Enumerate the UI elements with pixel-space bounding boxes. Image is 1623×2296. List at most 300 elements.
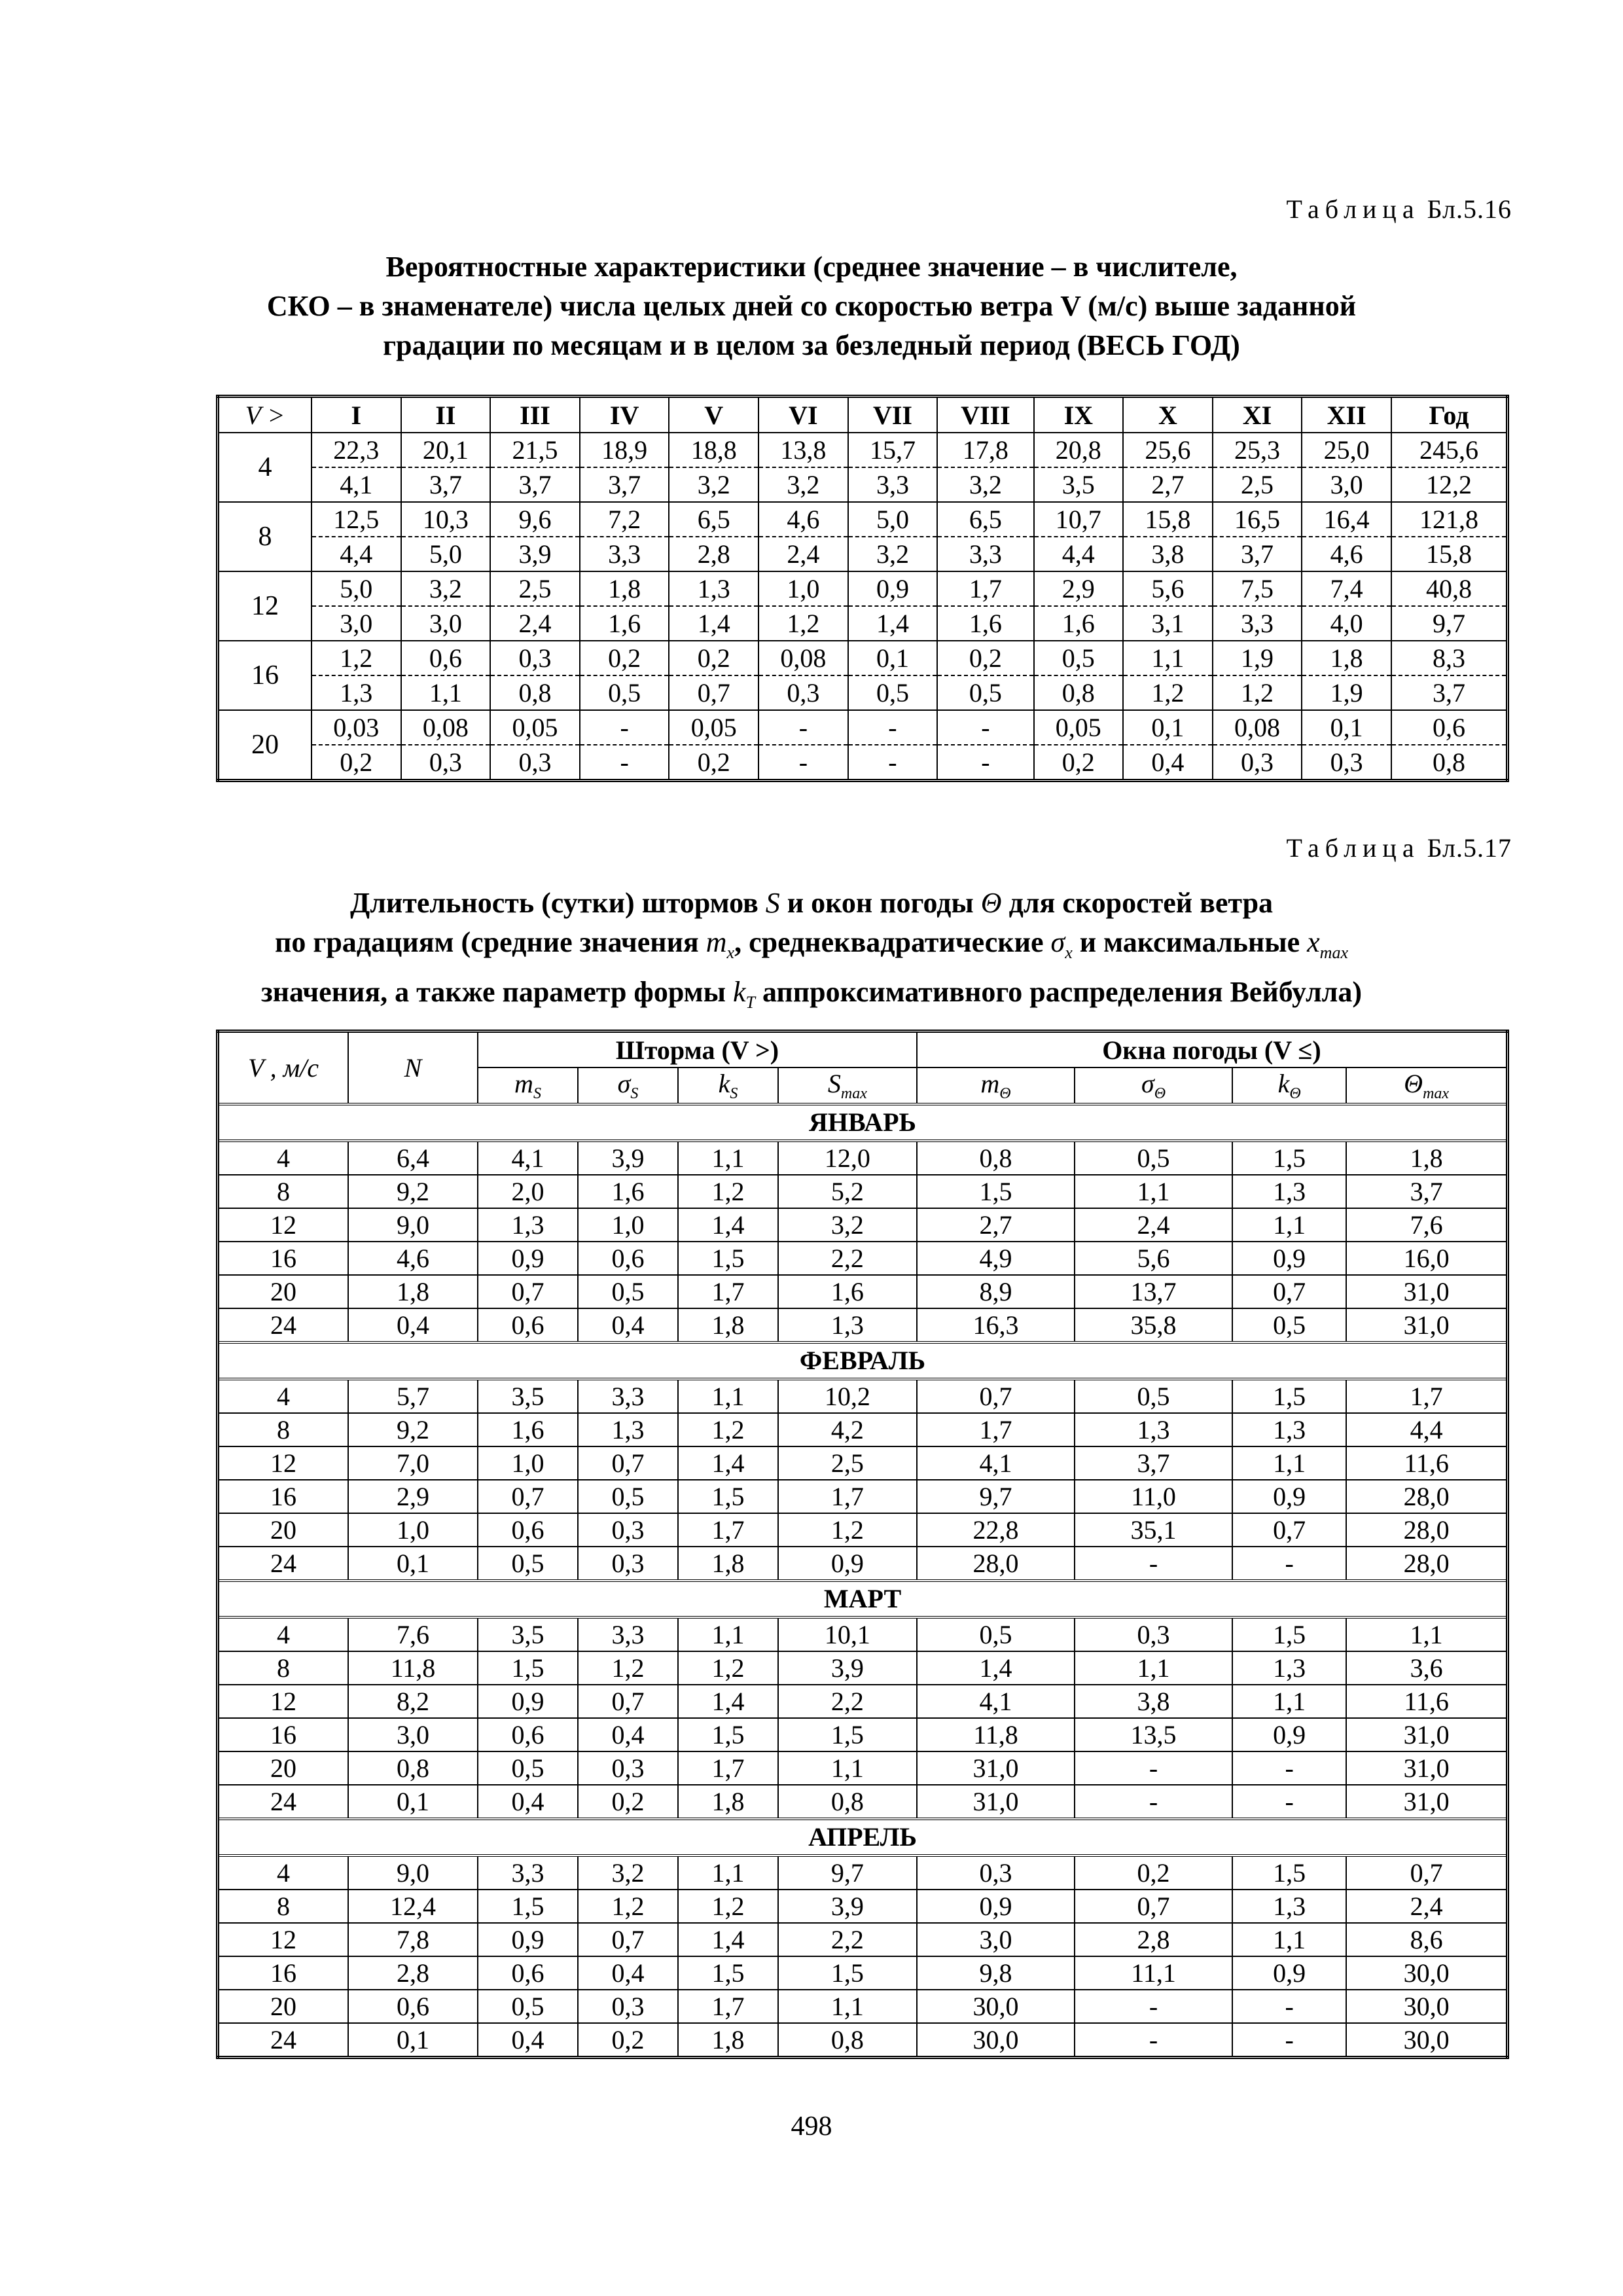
value-cell: 3,9 [778, 1651, 917, 1685]
mean-value-cell: 13,8 [758, 433, 848, 467]
value-cell: 1,8 [678, 2023, 778, 2058]
table1-numerator-row [218, 502, 1508, 537]
value-cell: 11,6 [1346, 1685, 1507, 1718]
value-cell: 0,8 [778, 1785, 917, 1819]
sd-value-cell: 5,0 [401, 537, 491, 571]
value-cell: 1,0 [348, 1513, 478, 1547]
value-cell: 1,5 [678, 1718, 778, 1751]
header-cell: V [669, 397, 758, 433]
month-name-cell: МАРТ [218, 1581, 1508, 1617]
value-cell: 0,5 [1075, 1141, 1232, 1175]
value-cell: 0,4 [578, 1308, 678, 1342]
value-cell: 0,7 [1232, 1275, 1346, 1308]
table-row [218, 1413, 1508, 1446]
mean-value-cell: 0,6 [1391, 710, 1508, 745]
table1-caption-line: СКО – в знаменателе) числа целых дней со скоростью ветра V (м/с) выше заданной [266, 290, 1357, 322]
sd-value-cell: 0,2 [312, 745, 401, 781]
mean-value-cell: 7,2 [580, 502, 669, 537]
mean-value-cell: 40,8 [1391, 571, 1508, 606]
value-cell: 2,8 [1075, 1923, 1232, 1956]
mean-value-cell: 6,5 [669, 502, 758, 537]
caption-text: по градациям (средние значения [274, 926, 699, 958]
value-cell: 13,5 [1075, 1718, 1232, 1751]
caption-subscript: T [745, 992, 755, 1012]
sd-value-cell: 4,4 [1034, 537, 1124, 571]
value-cell: 11,8 [917, 1718, 1075, 1751]
speed-cell: 8 [218, 1413, 349, 1446]
header-cell: VIII [937, 397, 1033, 433]
value-cell: 7,6 [348, 1617, 478, 1651]
value-cell: 11,1 [1075, 1956, 1232, 1990]
value-cell: 1,3 [1232, 1651, 1346, 1685]
value-cell: 28,0 [1346, 1513, 1507, 1547]
value-cell: 1,1 [1232, 1685, 1346, 1718]
value-cell: 1,8 [678, 1547, 778, 1581]
speed-cell: 20 [218, 1275, 349, 1308]
value-cell: 1,2 [578, 1651, 678, 1685]
mean-value-cell: 9,6 [490, 502, 580, 537]
table1-numerator-row [218, 571, 1508, 606]
speed-cell: 24 [218, 2023, 349, 2058]
value-cell: 10,1 [778, 1617, 917, 1651]
subheader-cell [1346, 1067, 1507, 1104]
sd-value-cell: 3,8 [1123, 537, 1213, 571]
mean-value-cell: 22,3 [312, 433, 401, 467]
mean-value-cell: 10,7 [1034, 502, 1124, 537]
sd-value-cell: 3,3 [848, 467, 938, 502]
value-cell: 3,0 [917, 1923, 1075, 1956]
value-cell: 3,9 [778, 1890, 917, 1923]
table-row [218, 2023, 1508, 2058]
subheader-cell [778, 1067, 917, 1104]
value-cell: 2,4 [1075, 1208, 1232, 1242]
sd-value-cell: 0,4 [1123, 745, 1213, 781]
header-cell: IV [580, 397, 669, 433]
mean-value-cell: 7,4 [1302, 571, 1391, 606]
value-cell: 1,2 [678, 1413, 778, 1446]
subheader-subscript: Θ [1154, 1085, 1166, 1102]
speed-cell: 24 [218, 1308, 349, 1342]
value-cell: 3,0 [348, 1718, 478, 1751]
table-row [218, 1617, 1508, 1651]
header-cell: XI [1213, 397, 1302, 433]
value-cell: 3,6 [1346, 1651, 1507, 1685]
value-cell: 11,0 [1075, 1480, 1232, 1513]
table1-denominator-row [218, 675, 1508, 710]
sd-value-cell: 2,4 [758, 537, 848, 571]
wind-days-table [216, 395, 1509, 782]
subheader-symbol: m [514, 1069, 533, 1098]
value-cell: 30,0 [1346, 1990, 1507, 2023]
value-cell: 0,9 [478, 1242, 578, 1275]
caption-symbol: Θ [980, 887, 1002, 919]
value-cell: 1,1 [678, 1856, 778, 1890]
sd-value-cell: 1,6 [1034, 606, 1124, 641]
speed-cell: 4 [218, 1379, 349, 1413]
mean-value-cell: 17,8 [937, 433, 1033, 467]
mean-value-cell: 1,8 [580, 571, 669, 606]
value-cell: 0,6 [348, 1990, 478, 2023]
value-cell: 1,1 [778, 1751, 917, 1785]
value-cell: 7,8 [348, 1923, 478, 1956]
value-cell: 2,9 [348, 1480, 478, 1513]
sd-value-cell: 1,1 [401, 675, 491, 710]
value-cell: 9,0 [348, 1208, 478, 1242]
value-cell: 1,1 [1075, 1651, 1232, 1685]
month-name-cell: АПРЕЛЬ [218, 1819, 1508, 1856]
table-row [218, 1547, 1508, 1581]
value-cell: 1,1 [1232, 1923, 1346, 1956]
mean-value-cell: 0,1 [1302, 710, 1391, 745]
mean-value-cell: 5,6 [1123, 571, 1213, 606]
value-cell: 1,7 [917, 1413, 1075, 1446]
month-header-row [218, 1342, 1508, 1379]
sd-value-cell: 0,3 [401, 745, 491, 781]
mean-value-cell: 245,6 [1391, 433, 1508, 467]
value-cell: 0,5 [578, 1275, 678, 1308]
value-cell: 1,6 [778, 1275, 917, 1308]
value-cell: 1,7 [678, 1275, 778, 1308]
value-cell: 1,3 [1232, 1175, 1346, 1208]
value-cell: 3,5 [478, 1379, 578, 1413]
value-cell: 2,7 [917, 1208, 1075, 1242]
value-cell: 0,6 [478, 1513, 578, 1547]
header-n-cell: N [348, 1031, 478, 1105]
speed-cell: 4 [218, 1617, 349, 1651]
value-cell: 0,4 [478, 1785, 578, 1819]
mean-value-cell: 12,5 [312, 502, 401, 537]
mean-value-cell: 0,08 [758, 641, 848, 675]
table2-caption-line [164, 884, 1459, 923]
value-cell: 1,6 [478, 1413, 578, 1446]
value-cell: 1,1 [678, 1141, 778, 1175]
table-row [218, 1751, 1508, 1785]
value-cell: - [1075, 1547, 1232, 1581]
mean-value-cell: 18,8 [669, 433, 758, 467]
value-cell: 0,9 [478, 1685, 578, 1718]
value-cell: 1,5 [678, 1956, 778, 1990]
value-cell: 0,9 [778, 1547, 917, 1581]
speed-cell: 8 [218, 1175, 349, 1208]
value-cell: 1,5 [1232, 1856, 1346, 1890]
value-cell: 4,9 [917, 1242, 1075, 1275]
mean-value-cell: 2,5 [490, 571, 580, 606]
value-cell: 1,1 [1075, 1175, 1232, 1208]
value-cell: 1,5 [917, 1175, 1075, 1208]
value-cell: - [1075, 1751, 1232, 1785]
speed-cell: 24 [218, 1785, 349, 1819]
subheader-cell [478, 1067, 578, 1104]
speed-cell: 8 [218, 1890, 349, 1923]
value-cell: 3,3 [578, 1379, 678, 1413]
value-cell: 3,3 [578, 1617, 678, 1651]
sd-value-cell: 1,4 [669, 606, 758, 641]
speed-cell: 12 [218, 1446, 349, 1480]
table-row [218, 1856, 1508, 1890]
sd-value-cell: 1,6 [937, 606, 1033, 641]
value-cell: 1,5 [778, 1718, 917, 1751]
value-cell: 30,0 [1346, 2023, 1507, 2058]
value-cell: 0,4 [348, 1308, 478, 1342]
value-cell: 11,6 [1346, 1446, 1507, 1480]
page-number: 498 [791, 2111, 832, 2142]
caption-text: для скоростей ветра [1008, 887, 1274, 919]
value-cell: 10,2 [778, 1379, 917, 1413]
mean-value-cell: 1,0 [758, 571, 848, 606]
table2-label [1287, 833, 1512, 863]
mean-value-cell: 1,8 [1302, 641, 1391, 675]
sd-value-cell: - [758, 745, 848, 781]
table-row [218, 1785, 1508, 1819]
sd-value-cell: 3,0 [1302, 467, 1391, 502]
value-cell: 1,3 [778, 1308, 917, 1342]
mean-value-cell: 1,7 [937, 571, 1033, 606]
caption-text: значения, а также параметр формы [261, 975, 726, 1008]
table-row [218, 1242, 1508, 1275]
header-windows-cell: Окна погоды (V ≤) [917, 1031, 1508, 1068]
header-storms-cell: Шторма (V >) [478, 1031, 917, 1068]
value-cell: 0,7 [1346, 1856, 1507, 1890]
value-cell: 0,7 [1232, 1513, 1346, 1547]
value-cell: 1,1 [678, 1617, 778, 1651]
sd-value-cell: 1,3 [312, 675, 401, 710]
speed-cell: 16 [218, 641, 312, 710]
value-cell: 0,7 [578, 1923, 678, 1956]
table-row [218, 1685, 1508, 1718]
mean-value-cell: - [580, 710, 669, 745]
value-cell: 1,5 [478, 1651, 578, 1685]
value-cell: 0,9 [1232, 1480, 1346, 1513]
value-cell: 9,0 [348, 1856, 478, 1890]
caption-symbol: k [733, 975, 746, 1008]
header-cell: III [490, 397, 580, 433]
mean-value-cell: 0,03 [312, 710, 401, 745]
sd-value-cell: 3,3 [937, 537, 1033, 571]
value-cell: 4,1 [917, 1446, 1075, 1480]
value-cell: 1,3 [1232, 1890, 1346, 1923]
value-cell: 12,4 [348, 1890, 478, 1923]
value-cell: 1,7 [1346, 1379, 1507, 1413]
sd-value-cell: 2,7 [1123, 467, 1213, 502]
mean-value-cell: 0,05 [669, 710, 758, 745]
value-cell: - [1232, 2023, 1346, 2058]
mean-value-cell: 1,3 [669, 571, 758, 606]
mean-value-cell: 0,05 [1034, 710, 1124, 745]
value-cell: - [1232, 1547, 1346, 1581]
value-cell: 1,5 [1232, 1379, 1346, 1413]
value-cell: 0,5 [1075, 1379, 1232, 1413]
speed-cell: 16 [218, 1480, 349, 1513]
sd-value-cell: 4,1 [312, 467, 401, 502]
caption-symbol: m [705, 926, 727, 958]
value-cell: 0,8 [348, 1751, 478, 1785]
mean-value-cell: 20,8 [1034, 433, 1124, 467]
value-cell: 8,2 [348, 1685, 478, 1718]
mean-value-cell: 0,08 [1213, 710, 1302, 745]
value-cell: 1,0 [478, 1446, 578, 1480]
sd-value-cell: 2,4 [490, 606, 580, 641]
mean-value-cell: 25,0 [1302, 433, 1391, 467]
sd-value-cell: 3,1 [1123, 606, 1213, 641]
speed-cell: 20 [218, 1751, 349, 1785]
table1-label [1287, 194, 1512, 224]
sd-value-cell: 1,4 [848, 606, 938, 641]
value-cell: 8,6 [1346, 1923, 1507, 1956]
value-cell: - [1075, 2023, 1232, 2058]
value-cell: 1,1 [1232, 1208, 1346, 1242]
speed-cell: 4 [218, 1141, 349, 1175]
sd-value-cell: 3,7 [580, 467, 669, 502]
mean-value-cell: 5,0 [312, 571, 401, 606]
sd-value-cell: 1,2 [1213, 675, 1302, 710]
mean-value-cell: 0,9 [848, 571, 938, 606]
sd-value-cell: 1,2 [1123, 675, 1213, 710]
value-cell: 4,1 [478, 1141, 578, 1175]
value-cell: 3,3 [478, 1856, 578, 1890]
subheader-symbol: k [718, 1069, 730, 1098]
value-cell: 8,9 [917, 1275, 1075, 1308]
value-cell: 0,9 [478, 1923, 578, 1956]
value-cell: 9,7 [917, 1480, 1075, 1513]
sd-value-cell: - [937, 745, 1033, 781]
value-cell: 2,8 [348, 1956, 478, 1990]
value-cell: 31,0 [1346, 1718, 1507, 1751]
mean-value-cell: 0,1 [1123, 710, 1213, 745]
subheader-subscript: S [533, 1085, 541, 1102]
value-cell: 11,8 [348, 1651, 478, 1685]
subheader-cell [1075, 1067, 1232, 1104]
mean-value-cell: 121,8 [1391, 502, 1508, 537]
value-cell: 7,0 [348, 1446, 478, 1480]
value-cell: 1,5 [778, 1956, 917, 1990]
value-cell: 31,0 [1346, 1751, 1507, 1785]
caption-text: Длительность (сутки) штормов [349, 887, 758, 919]
value-cell: 1,6 [578, 1175, 678, 1208]
value-cell: 1,4 [678, 1208, 778, 1242]
value-cell: 2,0 [478, 1175, 578, 1208]
sd-value-cell: 2,8 [669, 537, 758, 571]
sd-value-cell: 3,3 [580, 537, 669, 571]
table1-label-number: Бл.5.16 [1427, 194, 1512, 224]
sd-value-cell: 9,7 [1391, 606, 1508, 641]
value-cell: 3,7 [1075, 1446, 1232, 1480]
mean-value-cell: 0,6 [401, 641, 491, 675]
value-cell: 2,5 [778, 1446, 917, 1480]
value-cell: 1,5 [1232, 1141, 1346, 1175]
value-cell: 1,7 [678, 1990, 778, 2023]
value-cell: 1,1 [678, 1379, 778, 1413]
speed-cell: 4 [218, 433, 312, 502]
header-cell: XII [1302, 397, 1391, 433]
table2-caption-line [164, 973, 1459, 1022]
sd-value-cell: 12,2 [1391, 467, 1508, 502]
value-cell: 0,9 [1232, 1956, 1346, 1990]
speed-cell: 20 [218, 710, 312, 781]
value-cell: 1,8 [678, 1308, 778, 1342]
mean-value-cell: 10,3 [401, 502, 491, 537]
value-cell: 0,3 [578, 1990, 678, 2023]
subheader-cell [917, 1067, 1075, 1104]
table1-denominator-row [218, 537, 1508, 571]
value-cell: 0,7 [1075, 1890, 1232, 1923]
mean-value-cell: 25,6 [1123, 433, 1213, 467]
value-cell: 31,0 [917, 1785, 1075, 1819]
value-cell: 31,0 [917, 1751, 1075, 1785]
speed-cell: 8 [218, 502, 312, 571]
caption-symbol: S [765, 887, 780, 919]
mean-value-cell: 15,8 [1123, 502, 1213, 537]
value-cell: 1,3 [478, 1208, 578, 1242]
value-cell: 0,3 [578, 1751, 678, 1785]
table-row [218, 1651, 1508, 1685]
table-row [218, 1446, 1508, 1480]
sd-value-cell: 0,7 [669, 675, 758, 710]
mean-value-cell: 1,1 [1123, 641, 1213, 675]
mean-value-cell: 0,2 [669, 641, 758, 675]
table2-label-word: Таблица [1286, 833, 1420, 863]
mean-value-cell: - [937, 710, 1033, 745]
speed-cell: 20 [218, 1990, 349, 2023]
header-cell: I [312, 397, 401, 433]
value-cell: 3,2 [778, 1208, 917, 1242]
speed-cell: 16 [218, 1718, 349, 1751]
mean-value-cell: 4,6 [758, 502, 848, 537]
value-cell: 5,7 [348, 1379, 478, 1413]
value-cell: - [1232, 1785, 1346, 1819]
value-cell: 1,1 [1232, 1446, 1346, 1480]
value-cell: 0,7 [578, 1685, 678, 1718]
sd-value-cell: 1,6 [580, 606, 669, 641]
value-cell: 0,6 [478, 1718, 578, 1751]
mean-value-cell: 0,2 [937, 641, 1033, 675]
value-cell: - [1075, 1785, 1232, 1819]
value-cell: 0,5 [917, 1617, 1075, 1651]
sd-value-cell: 0,5 [580, 675, 669, 710]
sd-value-cell: 1,2 [758, 606, 848, 641]
value-cell: 1,7 [678, 1513, 778, 1547]
header-cell: X [1123, 397, 1213, 433]
table-row [218, 1308, 1508, 1342]
caption-subscript: max [1319, 942, 1348, 962]
sd-value-cell: 3,2 [758, 467, 848, 502]
sd-value-cell: 0,3 [1302, 745, 1391, 781]
speed-cell: 8 [218, 1651, 349, 1685]
speed-cell: 24 [218, 1547, 349, 1581]
value-cell: 0,5 [1232, 1308, 1346, 1342]
value-cell: 2,2 [778, 1923, 917, 1956]
table1-denominator-row [218, 467, 1508, 502]
caption-text: , среднеквадратические [734, 926, 1044, 958]
sd-value-cell: 0,8 [1391, 745, 1508, 781]
speed-cell: 12 [218, 571, 312, 641]
speed-cell: 16 [218, 1956, 349, 1990]
value-cell: 4,1 [917, 1685, 1075, 1718]
month-name-cell: ФЕВРАЛЬ [218, 1342, 1508, 1379]
storm-window-table [216, 1030, 1509, 2059]
subheader-symbol: σ [1141, 1069, 1154, 1098]
value-cell: - [1075, 1990, 1232, 2023]
speed-cell: 20 [218, 1513, 349, 1547]
value-cell: 1,2 [678, 1175, 778, 1208]
mean-value-cell: 0,5 [1034, 641, 1124, 675]
value-cell: 1,4 [678, 1685, 778, 1718]
value-cell: 0,8 [917, 1141, 1075, 1175]
value-cell: 4,2 [778, 1413, 917, 1446]
mean-value-cell: 15,7 [848, 433, 938, 467]
value-cell: 0,3 [578, 1513, 678, 1547]
caption-symbol: x [1307, 926, 1320, 958]
value-cell: 1,2 [778, 1513, 917, 1547]
